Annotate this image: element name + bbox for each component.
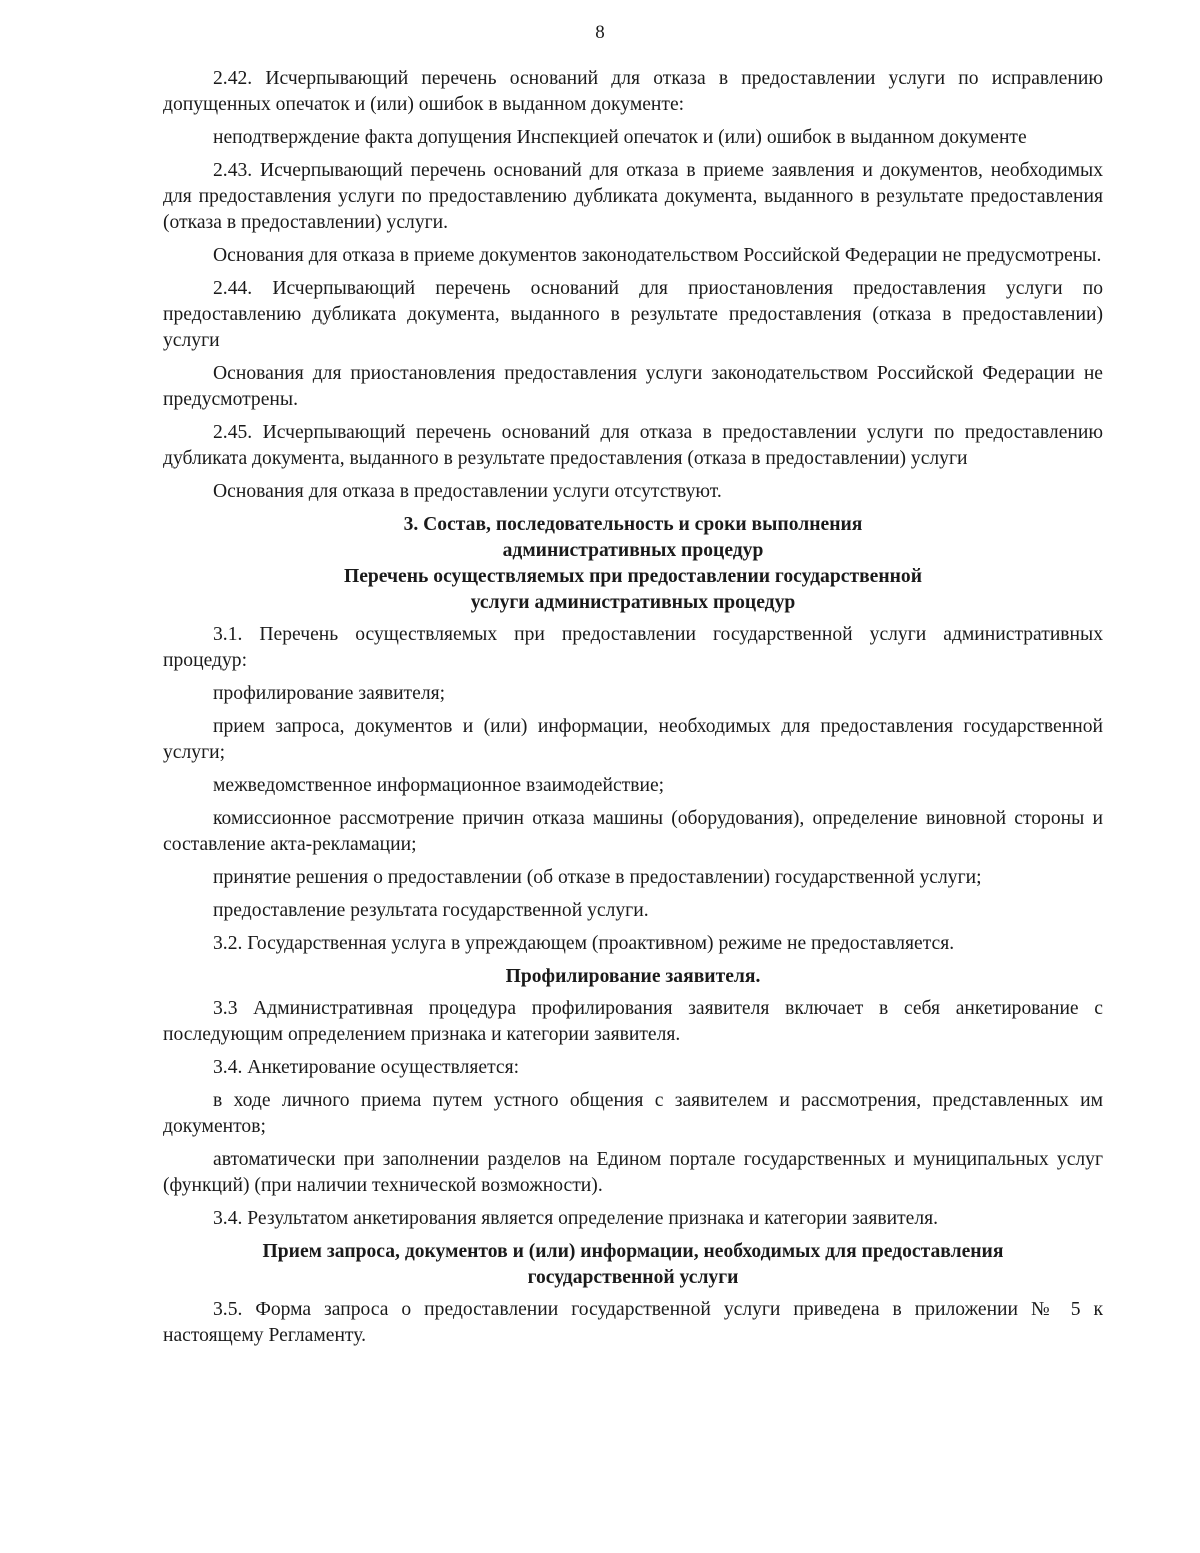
heading-line: административных процедур (502, 540, 764, 561)
paragraph-2-44-note: Основания для приостановления предоставления услуги законодательством Российской Федерации не предусмотрены. (163, 363, 1103, 410)
heading-line: Перечень осуществляемых при предоставлении государственной (343, 566, 923, 587)
paragraph-2-42: 2.42. Исчерпывающий перечень оснований для отказа в предоставлении услуги по исправлению допущенных опечаток и (или) ошибок в выданном документе: (163, 68, 1103, 115)
paragraph-3-5: 3.5. Форма запроса о предоставлении государственной услуги приведена в приложении № 5 к настоящему Регламенту. (163, 1299, 1103, 1346)
list-item: прием запроса, документов и (или) информации, необходимых для предоставления государственной услуги; (163, 716, 1103, 763)
paragraph-2-43: 2.43. Исчерпывающий перечень оснований для отказа в приеме заявления и документов, необходимых для предоставления услуги по предоставлению дубликата документа, выданного в результате предоставления (отказа в предоставлении) услуги. (163, 160, 1103, 233)
paragraph-3-3: 3.3 Административная процедура профилирования заявителя включает в себя анкетирование с последующим определением признака и категории заявителя. (163, 998, 1103, 1045)
heading-line: государственной услуги (527, 1267, 739, 1288)
paragraph-2-45: 2.45. Исчерпывающий перечень оснований для отказа в предоставлении услуги по предоставлению дубликата документа, выданного в результате предоставления (отказа в предоставлении) услуги (163, 422, 1103, 469)
document-body (163, 66, 1103, 1356)
paragraph-2-45-note: Основания для отказа в предоставлении услуги отсутствуют. (213, 481, 722, 502)
profiling-heading (163, 964, 1103, 990)
section-3-heading (163, 512, 1103, 616)
heading-line: 3. Состав, последовательность и сроки выполнения (403, 514, 863, 535)
paragraph-2-44: 2.44. Исчерпывающий перечень оснований для приостановления предоставления услуги по предоставлению дубликата документа, выданного в результате предоставления (отказа в предоставлении) услуги (163, 278, 1103, 351)
heading-line: услуги административных процедур (470, 592, 796, 613)
paragraph-2-43-note: Основания для отказа в приеме документов законодательством Российской Федерации не предусмотрены. (213, 245, 1102, 266)
request-heading (163, 1239, 1103, 1291)
heading-line: Прием запроса, документов и (или) информации, необходимых для предоставления (262, 1241, 1004, 1262)
list-item: предоставление результата государственной услуги. (213, 900, 649, 921)
list-item: профилирование заявителя; (213, 683, 446, 704)
list-item: в ходе личного приема путем устного общения с заявителем и рассмотрения, представленных им документов; (163, 1090, 1103, 1137)
list-item: межведомственное информационное взаимодействие; (213, 775, 665, 796)
paragraph-3-4-result: 3.4. Результатом анкетирования является определение признака и категории заявителя. (213, 1208, 939, 1229)
list-item: принятие решения о предоставлении (об отказе в предоставлении) государственной услуги; (213, 867, 982, 888)
paragraph-3-1: 3.1. Перечень осуществляемых при предоставлении государственной услуги административных процедур: (163, 624, 1103, 671)
list-item: комиссионное рассмотрение причин отказа машины (оборудования), определение виновной стороны и составление акта-рекламации; (163, 808, 1103, 855)
paragraph-3-2: 3.2. Государственная услуга в упреждающем (проактивном) режиме не предоставляется. (213, 933, 955, 954)
page-number: 8 (595, 22, 605, 43)
paragraph-3-4: 3.4. Анкетирование осуществляется: (213, 1057, 520, 1078)
list-item: автоматически при заполнении разделов на Едином портале государственных и муниципальных услуг (функций) (при наличии технической возможности). (163, 1149, 1103, 1196)
paragraph-2-42-item: неподтверждение факта допущения Инспекцией опечаток и (или) ошибок в выданном документе (213, 127, 1027, 148)
heading-line: Профилирование заявителя. (505, 966, 761, 987)
